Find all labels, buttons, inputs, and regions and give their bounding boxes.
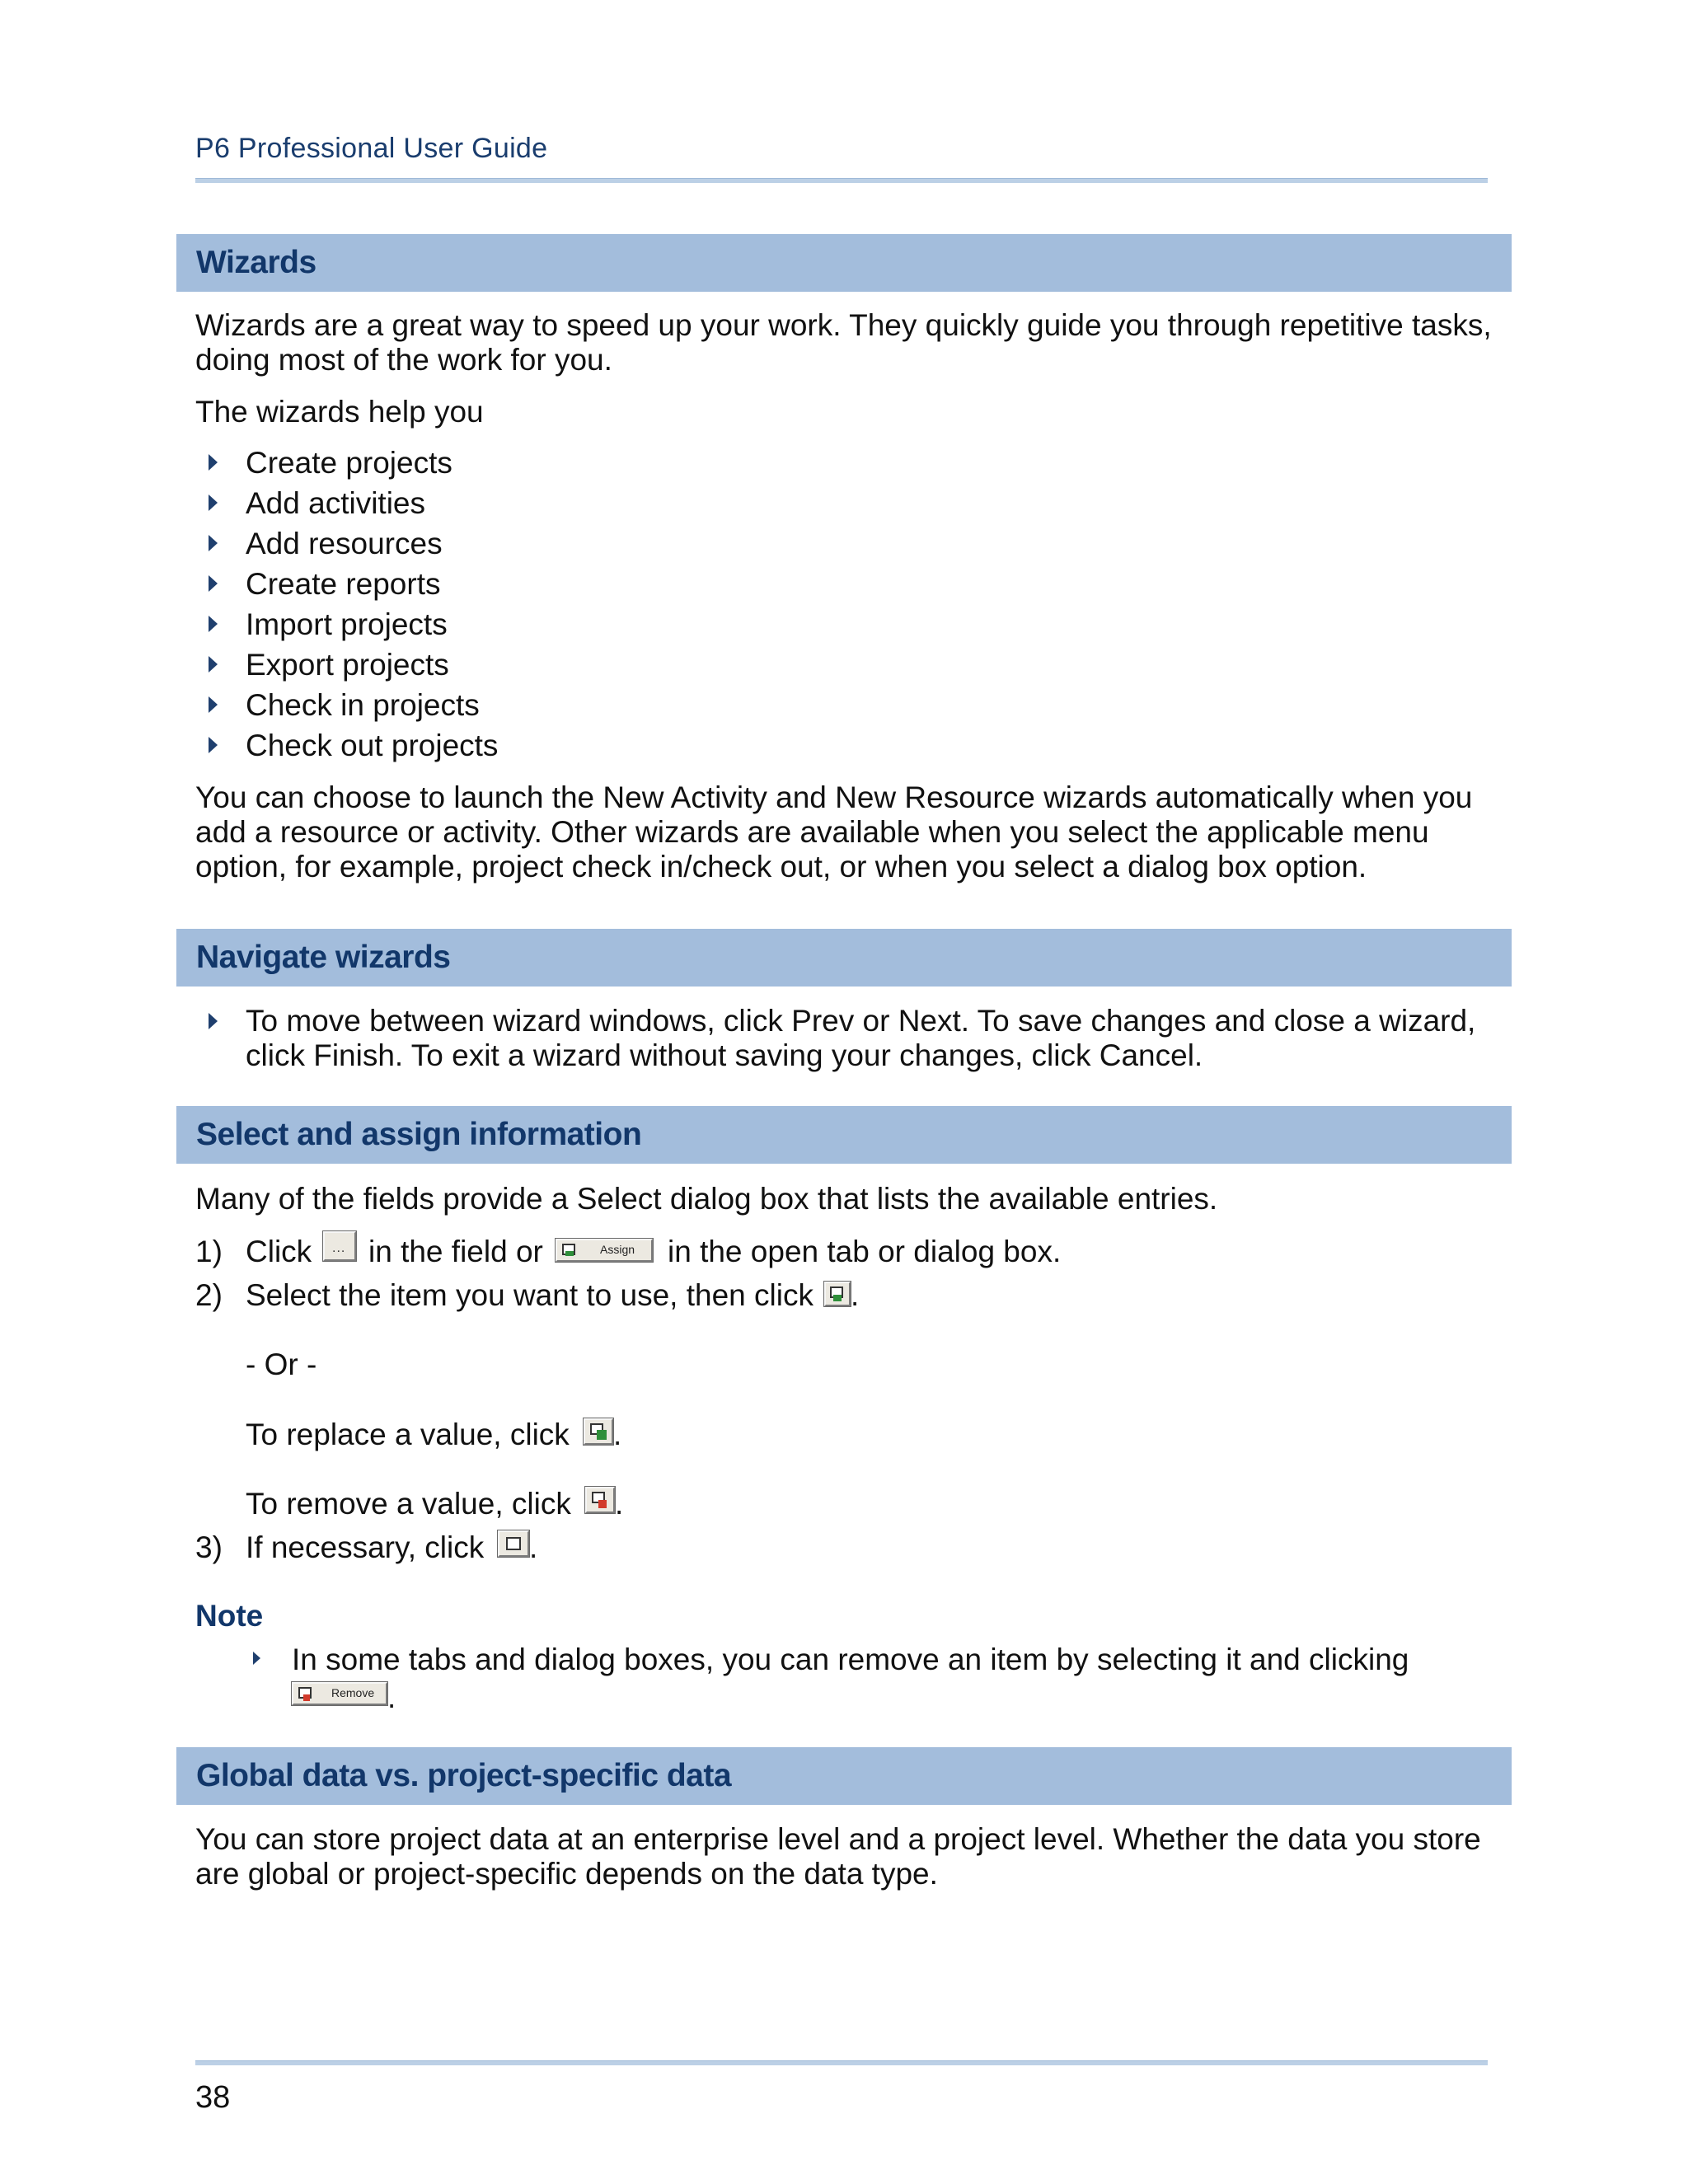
period: . — [529, 1530, 538, 1564]
list-item: Add activities — [246, 486, 425, 520]
remove-icon[interactable] — [585, 1487, 615, 1513]
step-number: 1) — [195, 1235, 223, 1268]
step1-field-text: in the field or — [368, 1235, 543, 1268]
section-title: Navigate wizards — [196, 940, 451, 975]
bullet-arrow-icon — [253, 1652, 260, 1665]
close-icon[interactable] — [498, 1530, 529, 1557]
bullet-arrow-icon — [209, 656, 218, 673]
list-item: Add resources — [246, 527, 443, 560]
section-heading-global-data — [176, 1747, 1512, 1805]
step3-text: If necessary, click — [246, 1530, 485, 1564]
wizards-intro-line1: Wizards are a great way to speed up your work. They quickly guide you through repetitive tasks, — [195, 308, 1492, 342]
navigate-bullet-line2: click Finish. To exit a wizard without saving your changes, click Cancel. — [246, 1038, 1203, 1072]
or-separator: - Or - — [246, 1347, 317, 1381]
bullet-arrow-icon — [209, 494, 218, 511]
assign-icon[interactable] — [824, 1282, 851, 1306]
replace-text: To replace a value, click — [246, 1418, 570, 1451]
note-line1: In some tabs and dialog boxes, you can remove an item by selecting it and clicking — [292, 1643, 1409, 1676]
step-number: 3) — [195, 1530, 223, 1564]
bullet-arrow-icon — [209, 737, 218, 753]
section-heading-select-assign — [176, 1106, 1512, 1164]
wizards-intro-line2: doing most of the work for you. — [195, 343, 612, 377]
bullet-arrow-icon — [209, 1013, 218, 1029]
list-item: Check in projects — [246, 688, 480, 722]
page-number: 38 — [195, 2080, 231, 2115]
replace-icon[interactable] — [584, 1418, 613, 1445]
global-line1: You can store project data at an enterprise level and a project level. Whether the data you store — [195, 1822, 1481, 1856]
remove-text: To remove a value, click — [246, 1487, 571, 1521]
remove-button-icon[interactable]: Remove — [292, 1682, 387, 1705]
list-item: Export projects — [246, 648, 449, 682]
running-header: P6 Professional User Guide — [195, 133, 548, 164]
footer-rule — [195, 2060, 1488, 2065]
section-title: Wizards — [196, 245, 316, 280]
step-number: 2) — [195, 1278, 223, 1312]
bullet-arrow-icon — [209, 575, 218, 592]
bullet-arrow-icon — [209, 696, 218, 713]
list-item: Create projects — [246, 446, 452, 480]
period: . — [387, 1680, 396, 1714]
wizards-lead: The wizards help you — [195, 395, 484, 429]
step2-text: Select the item you want to use, then click — [246, 1278, 814, 1312]
wizards-para-line1: You can choose to launch the New Activity and New Resource wizards automatically when you — [195, 780, 1473, 814]
global-line2: are global or project-specific depends on the data type. — [195, 1857, 938, 1891]
bullet-arrow-icon — [209, 616, 218, 632]
select-intro: Many of the fields provide a Select dialog box that lists the available entries. — [195, 1182, 1218, 1216]
list-item: Import projects — [246, 607, 448, 641]
navigate-bullet-line1: To move between wizard windows, click Prev or Next. To save changes and close a wizard, — [246, 1004, 1476, 1038]
section-title: Select and assign information — [196, 1117, 642, 1152]
bullet-arrow-icon — [209, 454, 218, 471]
list-item: Check out projects — [246, 729, 499, 762]
section-heading-navigate-wizards — [176, 929, 1512, 987]
header-rule — [195, 178, 1488, 183]
period: . — [615, 1487, 624, 1521]
note-label: Note — [195, 1599, 264, 1633]
step1-click-text: Click — [246, 1235, 312, 1268]
period: . — [613, 1418, 622, 1451]
period: . — [851, 1278, 860, 1312]
assign-button-icon[interactable]: Assign — [556, 1239, 653, 1262]
wizards-para-line3: option, for example, project check in/check out, or when you select a dialog box option. — [195, 850, 1367, 883]
ellipsis-button-icon[interactable]: ... — [323, 1231, 356, 1261]
section-heading-wizards — [176, 234, 1512, 292]
list-item: Create reports — [246, 567, 441, 601]
bullet-arrow-icon — [209, 535, 218, 551]
wizards-para-line2: add a resource or activity. Other wizards are available when you select the applicable menu — [195, 815, 1429, 849]
step1-tab-text: in the open tab or dialog box. — [668, 1235, 1062, 1268]
section-title: Global data vs. project-specific data — [196, 1758, 732, 1793]
